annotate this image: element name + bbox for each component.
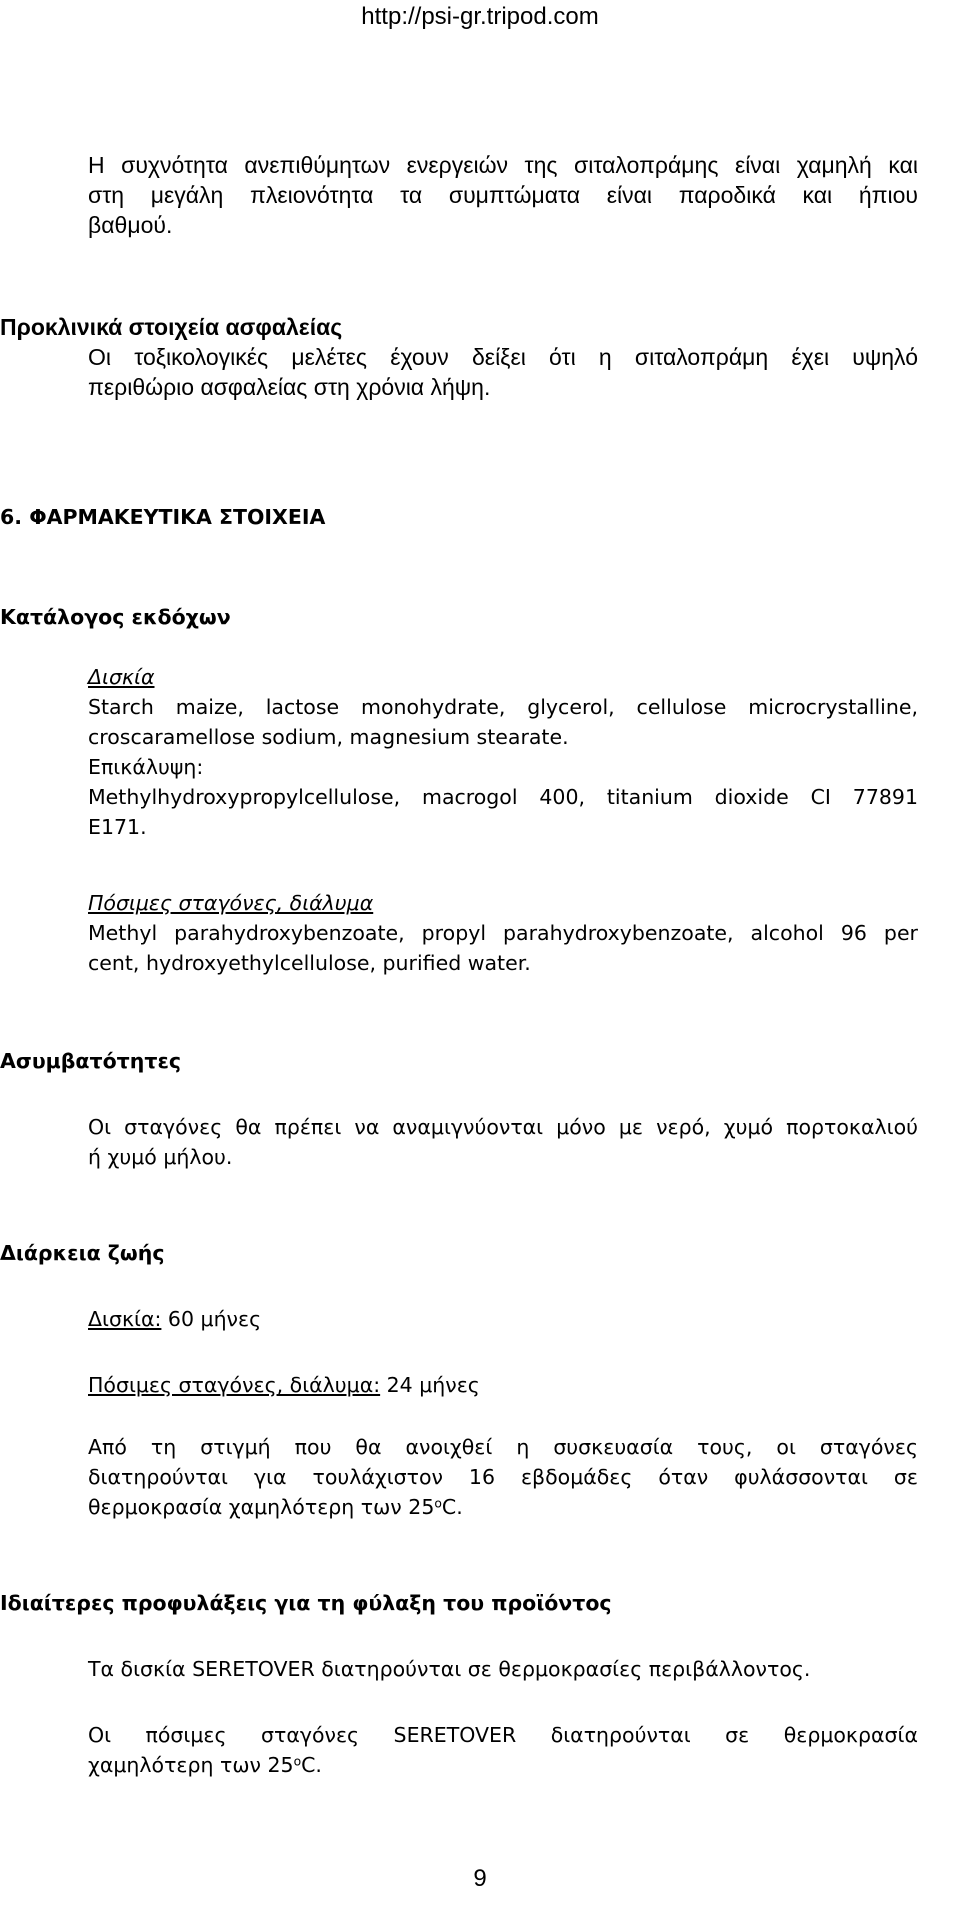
- shelf-drops-value: 24 μήνες: [380, 1373, 480, 1397]
- tablets-line-2: croscaramellose sodium, magnesium stearate.: [88, 725, 569, 749]
- tablets-label: Δισκία: [88, 665, 155, 689]
- incompat-line-1: Οι σταγόνες θα πρέπει να αναμιγνύονται μόνο με νερό, χυμό πορτοκαλιού: [88, 1115, 918, 1139]
- coating-line-2: E171.: [88, 815, 147, 839]
- shelf-tablets-value: 60 μήνες: [161, 1307, 262, 1331]
- storage-heading: Ιδιαίτερες προφυλάξεις για τη φύλαξη του προϊόντος: [0, 1591, 612, 1615]
- shelf-life-tablets: [88, 1304, 918, 1334]
- shelf-para-line-3-text: θερμοκρασία χαμηλότερη των 25: [88, 1495, 435, 1519]
- excipients-heading: Κατάλογος εκδόχων: [0, 605, 231, 629]
- shelf-life-drops: [88, 1370, 918, 1400]
- intro-line-3: βαθμού.: [88, 212, 173, 238]
- shelf-para-line-3: [88, 1492, 918, 1522]
- preclinical-line-2: περιθώριο ασφαλείας στη χρόνια λήψη.: [88, 374, 491, 400]
- preclinical-line-1: Οι τοξικολογικές μελέτες έχουν δείξει ότι η σιταλοπράμη έχει υψηλό: [88, 344, 918, 370]
- shelf-tablets-label: Δισκία:: [88, 1307, 162, 1331]
- storage-line-2: Οι πόσιμες σταγόνες SERETOVER διατηρούνται σε θερμοκρασία: [88, 1723, 918, 1747]
- shelf-life-paragraph: [88, 1432, 918, 1522]
- preclinical-heading-block: [0, 312, 342, 342]
- excipients-drops: [88, 888, 918, 978]
- preclinical-heading: Προκλινικά στοιχεία ασφαλείας: [0, 314, 343, 340]
- preclinical-paragraph: [88, 342, 918, 402]
- storage-line-1: Τα δισκία SERETOVER διατηρούνται σε θερμοκρασίες περιβάλλοντος.: [88, 1657, 811, 1681]
- incompat-line-2: ή χυμό μήλου.: [88, 1145, 233, 1169]
- shelf-para-line-2: διατηρούνται για τουλάχιστον 16 εβδομάδες όταν φυλάσσονται σε: [88, 1465, 918, 1489]
- storage-line-3-unit: C.: [301, 1753, 322, 1777]
- incompatibilities-heading: Ασυμβατότητες: [0, 1049, 182, 1073]
- storage-line-3: [88, 1750, 918, 1780]
- shelf-para-line-3-unit: C.: [441, 1495, 463, 1519]
- tablets-line-1: Starch maize, lactose monohydrate, glycerol, cellulose microcrystalline,: [88, 695, 918, 719]
- storage-paragraph: [88, 1720, 918, 1780]
- header-url: http://psi-gr.tripod.com: [361, 3, 599, 30]
- shelf-para-line-1: Από τη στιγμή που θα ανοιχθεί η συσκευασία τους, οι σταγόνες: [88, 1435, 918, 1459]
- intro-line-2: στη μεγάλη πλειονότητα τα συμπτώματα είναι παροδικά και ήπιου: [88, 182, 918, 208]
- degree-superscript: ο: [293, 1754, 302, 1769]
- page-number: 9: [473, 1865, 487, 1892]
- drops-line-1: Methyl parahydroxybenzoate, propyl parahydroxybenzoate, alcohol 96 per: [88, 921, 918, 945]
- storage-line-1-block: [88, 1654, 918, 1684]
- shelf-life-heading: Διάρκεια ζωής: [0, 1241, 165, 1265]
- coating-line-1: Methylhydroxypropylcellulose, macrogol 400, titanium dioxide CI 77891: [88, 785, 918, 809]
- intro-paragraph: [88, 150, 918, 240]
- storage-line-3-text: χαμηλότερη των 25: [88, 1753, 294, 1777]
- incompatibilities-paragraph: [88, 1112, 918, 1172]
- drops-label: Πόσιμες σταγόνες, διάλυμα: [88, 891, 374, 915]
- excipients-tablets: [88, 662, 918, 842]
- shelf-drops-label: Πόσιμες σταγόνες, διάλυμα:: [88, 1373, 381, 1397]
- degree-superscript: ο: [434, 1496, 442, 1511]
- intro-line-1: Η συχνότητα ανεπιθύμητων ενεργειών της σιταλοπράμης είναι χαμηλή και: [88, 152, 918, 178]
- coating-label: Επικάλυψη:: [88, 755, 204, 779]
- drops-line-2: cent, hydroxyethylcellulose, purified water.: [88, 951, 531, 975]
- section-6-heading: 6. ΦΑΡΜΑΚΕΥΤΙΚΑ ΣΤΟΙΧΕΙΑ: [0, 505, 326, 529]
